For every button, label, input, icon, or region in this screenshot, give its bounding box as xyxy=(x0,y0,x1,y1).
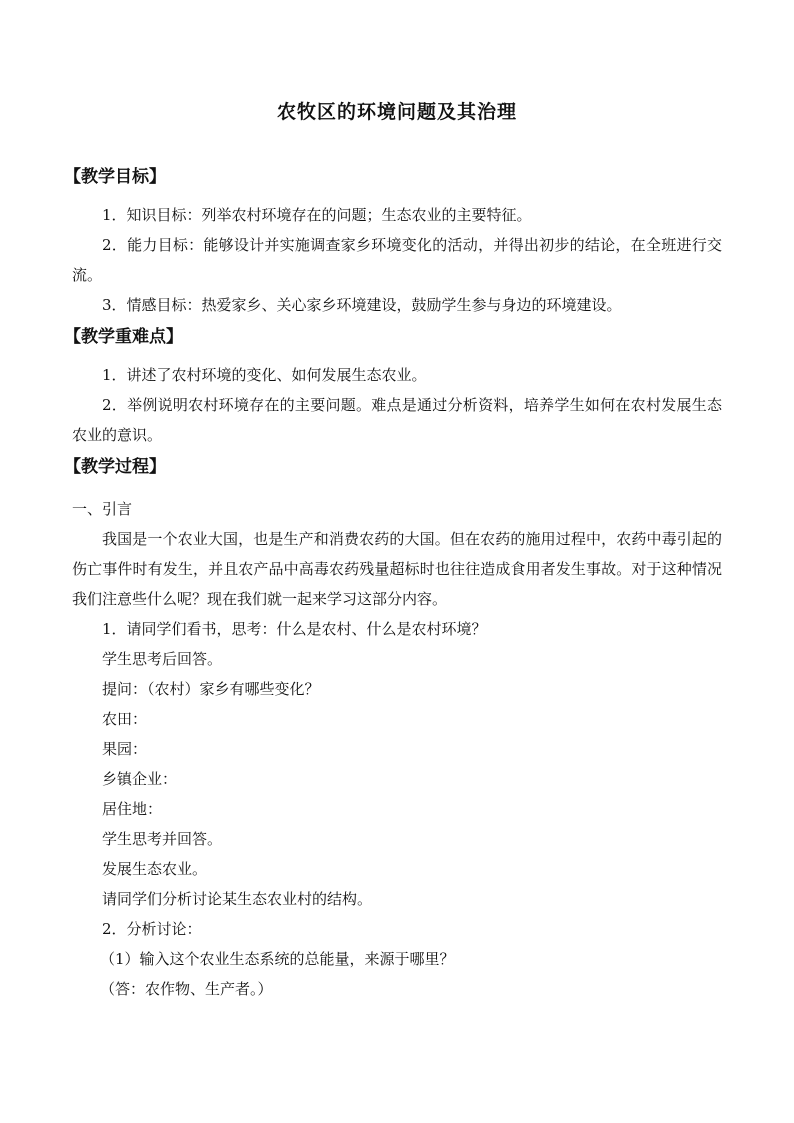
document-title: 农牧区的环境问题及其治理 xyxy=(276,101,517,123)
process-sub-item: （1）输入这个农业生态系统的总能量，来源于哪里？ xyxy=(100,950,455,968)
keypoint-item: 2．举例说明农村环境存在的主要问题。难点是通过分析资料，培养学生如何在农村发展生态农业的意识。 xyxy=(72,396,722,444)
process-paragraph: 发展生态农业。 xyxy=(102,860,208,878)
process-paragraph: 我国是一个农业大国，也是生产和消费农药的大国。但在农药的施用过程中，农药中毒引起的伤亡事件时有发生，并且农产品中高毒农药残量超标时也往往造成食用者发生事故。对于这种情况我们注意些什么呢？现在我们就一起来学习这部分内容。 xyxy=(72,530,722,608)
section-process xyxy=(64,452,722,1004)
section-heading-goals: 【教学目标】 xyxy=(64,167,166,187)
process-paragraph: 乡镇企业： xyxy=(102,770,178,788)
section-goals xyxy=(64,162,722,320)
process-paragraph: 请同学们分析讨论某生态农业村的结构。 xyxy=(102,890,373,908)
process-paragraph: 学生思考后回答。 xyxy=(102,650,223,668)
process-paragraph: 提问：（农村）家乡有哪些变化？ xyxy=(102,680,320,698)
process-paragraph: 1．请同学们看书，思考：什么是农村、什么是农村环境？ xyxy=(102,620,487,638)
process-paragraph: 学生思考并回答。 xyxy=(102,830,223,848)
keypoint-item: 1．讲述了农村环境的变化、如何发展生态农业。 xyxy=(102,366,427,384)
goal-item: 1．知识目标：列举农村环境存在的问题；生态农业的主要特征。 xyxy=(102,206,532,224)
section-keypoints xyxy=(64,322,722,450)
goal-item: 3．情感目标：热爱家乡、关心家乡环境建设，鼓励学生参与身边的环境建设。 xyxy=(102,296,622,314)
subsection-title-intro: 一、引言 xyxy=(72,500,133,518)
process-paragraph: 农田： xyxy=(102,710,148,728)
process-sub-item: （答：农作物、生产者。） xyxy=(100,980,273,998)
goal-item: 2．能力目标：能够设计并实施调查家乡环境变化的活动，并得出初步的结论，在全班进行交流。 xyxy=(72,236,722,284)
process-paragraph: 2．分析讨论： xyxy=(102,920,202,938)
process-paragraph: 果园： xyxy=(102,740,148,758)
process-paragraph: 居住地： xyxy=(102,800,163,818)
section-heading-keypoints: 【教学重难点】 xyxy=(64,327,183,347)
section-heading-process: 【教学过程】 xyxy=(64,457,166,477)
